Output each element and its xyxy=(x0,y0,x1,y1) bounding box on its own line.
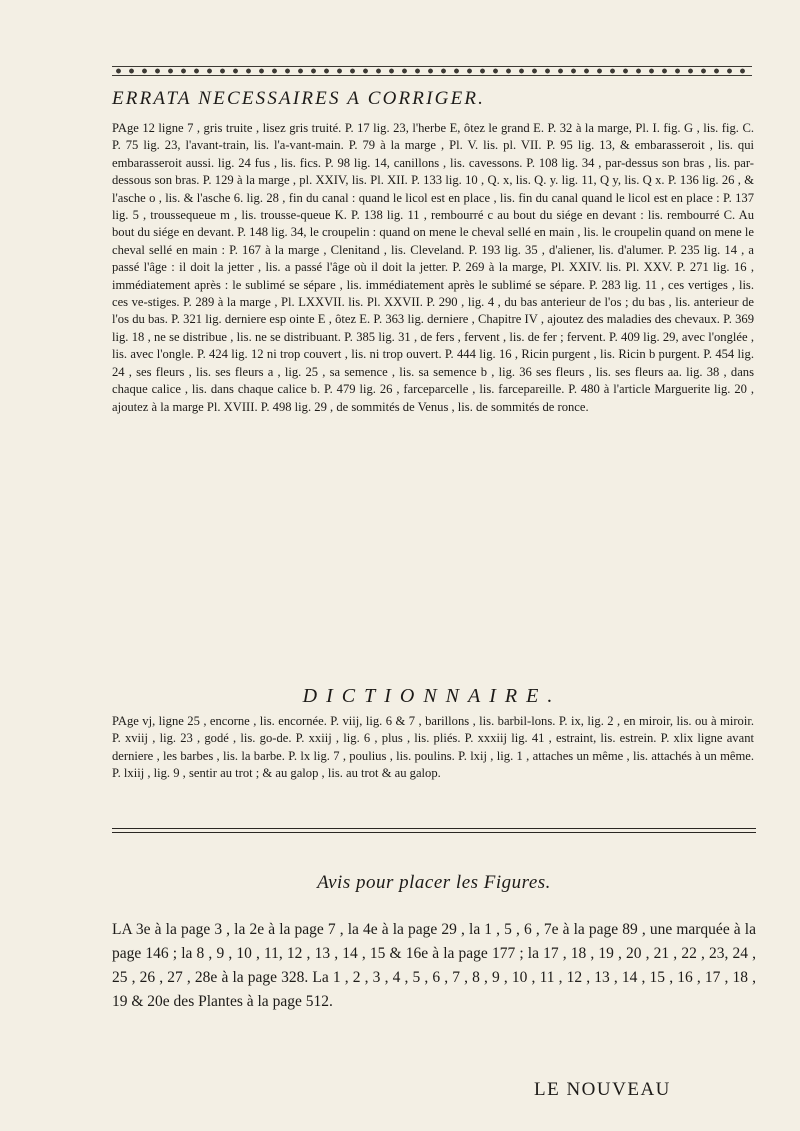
catchword: LE NOUVEAU xyxy=(534,1079,671,1100)
dictionnaire-title: DICTIONNAIRE. xyxy=(302,685,562,707)
avis-title: Avis pour placer les Figures. xyxy=(317,872,551,893)
errata-text: PAge 12 ligne 7 , gris truite , lisez gris truité. P. 17 lig. 23, l'herbe E, ôtez le grand E. P. 32 à la marge, Pl. I. fig. G , lis. fig. C. P. 75 lig. 23, l'avant-train, lis. l'a-vant-main. P. 79 à la marge , Pl. V. lis. pl. VII. P. 95 lig. 13, & embarasseroit , lis. qui embarasseroit aussi. lig. 24 fus , lis. fics. P. 98 lig. 14, canillons , lis. cavessons. P. 108 lig. 34 , par-dessus son bras , lis. par-dessous son bras. P. 129 à la marge , pl. XXIV, lis. Pl. XII. P. 133 lig. 10 , Q. x, lis. Q. y. lig. 11, Q y, lis. Q x. P. 136 lig. 26 , & l'asche o , lis. & l'asche 6. lig. 28 , fin du canal : quand le licol est en place , lis. fin du canal quand le licol est en place : P. 137 lig. 5 , troussequeue m , lis. trousse-queue K. P. 138 lig. 11 , rembourré c au bout du siége en devant : lis. rembourré C. Au bout du siége en devant. P. 148 lig. 34, le croupelin : quand on mene le cheval sellé en main , lis. le croupelin quand on mene le cheval sellé en main : P. 167 à la marge , Clenitand , lis. Cleveland. P. 193 lig. 35 , d'aliener, lis. d'alumer. P. 235 lig. 14 , a passé l'âge : il doit la jetter , lis. a passé l'âge où il doit la jetter. P. 269 à la marge, Pl. XXIV. lis. Pl. XXV. P. 271 lig. 16 , immédiatement après : le sublimé se sépare , lis. immédiatement après le sublimé se sépare. P. 283 lig. 11 , ces vertiges , lis. ces ve-stiges. P. 289 à la marge , Pl. LXXVII. lis. Pl. XXVII. P. 290 , lig. 4 , du bas anterieur de l'os ; du bas , lis. anterieur de l'os du bas. P. 321 lig. derniere esp ointe E , ôtez E. P. 363 lig. derniere , Chapitre IV , ajoutez des maladies des chevaux. P. 369 lig. 18 , ne se distribue , lis. ne se distribuant. P. 385 lig. 31 , de fers , fervent , lis. de fer ; fervent. P. 409 lig. 29, avec l'onglée , lis. avec l'ongle. P. 424 lig. 12 ni trop couvert , lis. ni trop ouvert. P. 444 lig. 16 , Ricin purgent , lis. Ricin b purgent. P. 454 lig. 24 , ses fleurs , lis. ses fleurs a , lig. 25 , sa semence , lis. sa semence b , lig. 36 ses fleurs , lis. ses fleurs aa. lig. 38 , dans chaque calice , lis. dans chaque calice b. P. 479 lig. 26 , farceparcelle , lis. farcepareille. P. 480 à l'article Marguerite lig. 20 , ajoutez à la marge Pl. XVIII. P. 498 lig. 29 , de sommités de Venus , lis. de sommités de ronce. xyxy=(112,121,754,414)
section-rule-thick xyxy=(112,828,756,829)
section-rule-thin xyxy=(112,832,756,833)
avis-text: LA 3e à la page 3 , la 2e à la page 7 , la 4e à la page 29 , la 1 , 5 , 6 , 7e à la page 89 , une marquée à la page 146 ; la 8 , 9 , 10 , 11, 12 , 13 , 14 , 15 & 16e à la page 177 ; la 17 , 18 , 19 , 20 , 21 , 22 , 23, 24 , 25 , 26 , 27 , 28e à la page 328. La 1 , 2 , 3 , 4 , 5 , 6 , 7 , 8 , 9 , 10 , 11 , 12 , 13 , 14 , 15 , 16 , 17 , 18 , 19 & 20e des Plantes à la page 512. xyxy=(112,921,756,1010)
dictionnaire-text: PAge vj, ligne 25 , encorne , lis. encornée. P. viij, lig. 6 & 7 , barillons , lis. barbil-lons. P. ix, lig. 2 , en miroir, lis. ou à miroir. P. xviij , lig. 23 , godé , lis. go-de. P. xxiij , lig. 6 , plus , lis. pliés. P. xxxiij lig. 41 , estraint, lis. estrein. P. xlix ligne avant derniere , les barbes , lis. la barbe. P. lx lig. 7 , poulius , lis. poulins. P. lxij , lig. 1 , attaches un même , lis. attachés à un même. P. lxiij , lig. 9 , sentir au trot ; & au galop , lis. au trot & au galop. xyxy=(112,714,754,781)
ornamental-header-band xyxy=(112,64,752,78)
errata-title: ERRATA NECESSAIRES A CORRIGER. xyxy=(112,88,486,109)
